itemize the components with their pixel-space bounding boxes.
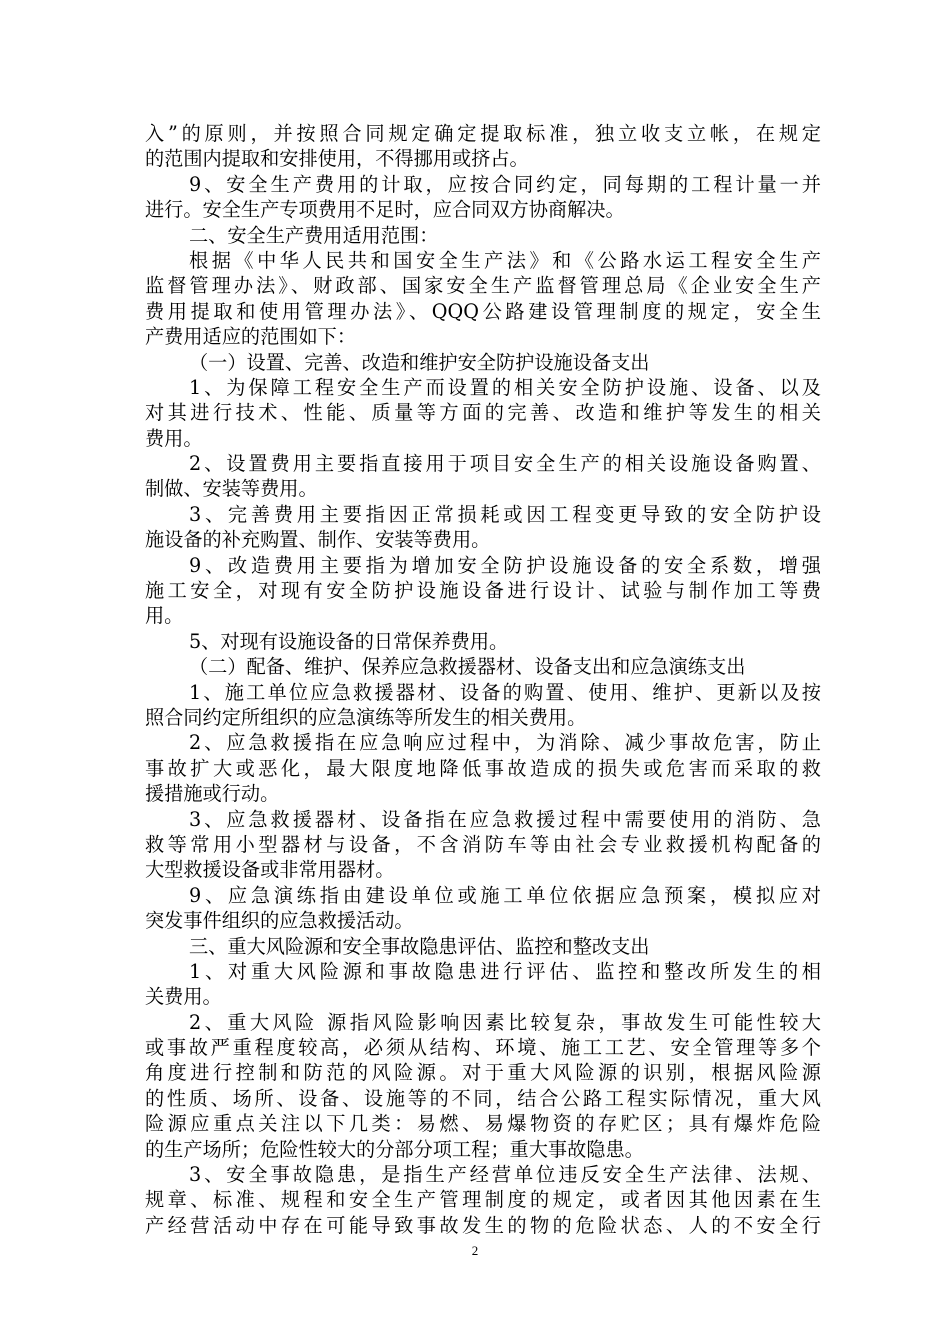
text-line: 制做、安装等费用。 [145,477,318,501]
paragraph [145,959,821,1010]
document-body [145,121,821,1238]
text-line: 2、重大风险 源指风险影响因素比较复杂，事故发生可能性较大 [189,1010,821,1034]
text-line: 3、安全事故隐患，是指生产经营单位违反安全生产法律、法规、 [189,1163,821,1187]
paragraph [145,223,821,248]
text-line: 的生产场所；危险性较大的分部分项工程；重大事故隐患。 [145,1137,644,1161]
paragraph [145,629,821,654]
text-line: 的范围内提取和安排使用，不得挪用或挤占。 [145,147,529,171]
paragraph [145,654,821,679]
text-line: 1、为保障工程安全生产而设置的相关安全防护设施、设备、以及 [189,375,821,399]
text-line: 根据《中华人民共和国安全生产法》和《公路水运工程安全生产 [189,248,821,272]
paragraph [145,553,821,629]
text-line: 2、设置费用主要指直接用于项目安全生产的相关设施设备购置、 [189,452,821,476]
text-line: （二）配备、维护、保养应急救援器材、设备支出和应急演练支出 [189,655,746,679]
text-line: 2、应急救援指在应急响应过程中，为消除、减少事故危害，防止 [189,731,821,755]
text-line: 3、应急救援器材、设备指在应急救援过程中需要使用的消防、急 [189,807,821,831]
text-line: 1、施工单位应急救援器材、设备的购置、使用、维护、更新以及按 [189,680,821,704]
text-line: 救等常用小型器材与设备，不含消防车等由社会专业救援机构配备的 [145,832,821,856]
paragraph [145,934,821,959]
text-line: 的性质、场所、设备、设施等的不同，结合公路工程实际情况，重大风 [145,1086,821,1110]
text-line: 事故扩大或恶化，最大限度地降低事故造成的损失或危害而采取的救 [145,756,821,780]
text-line: 产经营活动中存在可能导致事故发生的物的危险状态、人的不安全行 [145,1213,821,1237]
paragraph [145,172,821,223]
paragraph [145,248,821,350]
paragraph [145,730,821,806]
paragraph [145,121,821,172]
paragraph [145,375,821,451]
paragraph [145,680,821,731]
text-line: （一）设置、完善、改造和维护安全防护设施设备支出 [189,350,650,374]
text-line: 9、改造费用主要指为增加安全防护设施设备的安全系数，增强 [189,553,821,577]
text-line: 险源应重点关注以下几类：易燃、易爆物资的存贮区；具有爆炸危险 [145,1112,821,1136]
text-line: 突发事件组织的应急救援活动。 [145,909,414,933]
text-line: 角度进行控制和防范的风险源。对于重大风险源的识别，根据风险源 [145,1061,821,1085]
text-line: 监督管理办法》、财政部、国家安全生产监督管理总局《企业安全生产 [145,274,821,298]
text-line: 9、应急演练指由建设单位或施工单位依据应急预案，模拟应对 [189,883,821,907]
text-line: 照合同约定所组织的应急演练等所发生的相关费用。 [145,705,587,729]
text-line: 费用。 [145,426,203,450]
text-line: 援措施或行动。 [145,782,280,806]
text-line: 或事故严重程度较高，必须从结构、环境、施工工艺、安全管理等多个 [145,1036,821,1060]
text-line: 9、安全生产费用的计取，应按合同约定，同每期的工程计量一并 [189,172,821,196]
paragraph [145,1162,821,1238]
text-line: 关费用。 [145,985,222,1009]
text-line: 进行。安全生产专项费用不足时，应合同双方协商解决。 [145,198,625,222]
text-line: 费用提取和使用管理办法》、QQQ公路建设管理制度的规定，安全生 [145,299,821,323]
text-line: 入”的原则，并按照合同规定确定提取标准，独立收支立帐，在规定 [145,122,821,145]
paragraph [145,883,821,934]
paragraph [145,502,821,553]
paragraph [145,807,821,883]
text-line: 5、对现有设施设备的日常保养费用。 [189,629,509,653]
text-line: 对其进行技术、性能、质量等方面的完善、改造和维护等发生的相关 [145,401,821,425]
text-line: 用。 [145,604,184,628]
paragraph [145,1010,821,1162]
page-number: 2 [471,1243,479,1258]
text-line: 施工安全，对现有安全防护设施设备进行设计、试验与制作加工等费 [145,579,821,603]
text-line: 三、重大风险源和安全事故隐患评估、监控和整改支出 [189,934,650,958]
text-line: 1、对重大风险源和事故隐患进行评估、监控和整改所发生的相 [189,959,821,983]
text-line: 二、安全生产费用适用范围： [189,223,439,247]
paragraph [145,451,821,502]
text-line: 规章、标准、规程和安全生产管理制度的规定，或者因其他因素在生 [145,1188,821,1212]
text-line: 大型救援设备或非常用器材。 [145,858,395,882]
text-line: 产费用适应的范围如下： [145,325,357,349]
text-line: 施设备的补充购置、制作、安装等费用。 [145,528,491,552]
text-line: 3、完善费用主要指因正常损耗或因工程变更导致的安全防护设 [189,502,821,526]
paragraph [145,350,821,375]
